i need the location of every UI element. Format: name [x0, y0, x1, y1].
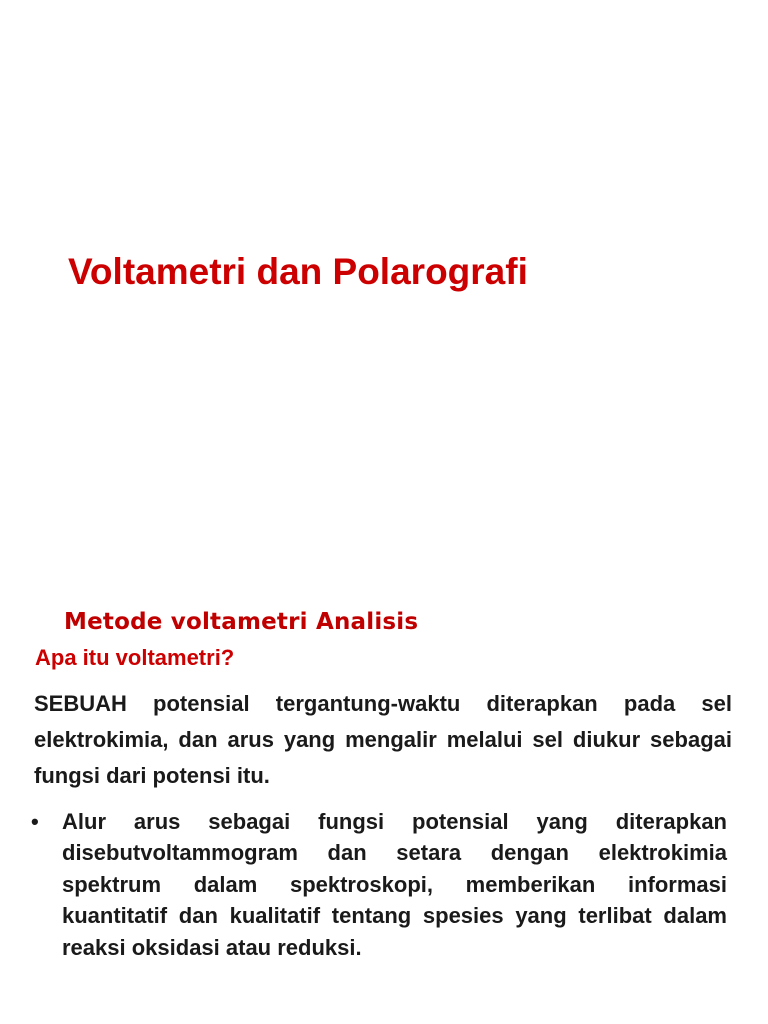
bullet-icon: • [31, 809, 39, 834]
page-title: Voltametri dan Polarografi [68, 251, 528, 292]
intro-paragraph: SEBUAH potensial tergantung-waktu diterapkan pada sel elektrokimia, dan arus yang mengalir melalui sel diukur sebagai fungsi dari potensi itu. [34, 691, 732, 788]
question-heading: Apa itu voltametri? [35, 645, 235, 670]
section-heading: Metode voltametri Analisis [64, 609, 419, 635]
bullet-list [31, 806, 731, 963]
bullet-item-text: Alur arus sebagai fungsi potensial yang diterapkan disebutvoltammogram dan setara dengan elektrokimia spektrum dalam spektroskopi, memberikan informasi kuantitatif dan kualitatif tentang spesies yang terlibat dalam reaksi oksidasi atau reduksi. [62, 809, 727, 960]
